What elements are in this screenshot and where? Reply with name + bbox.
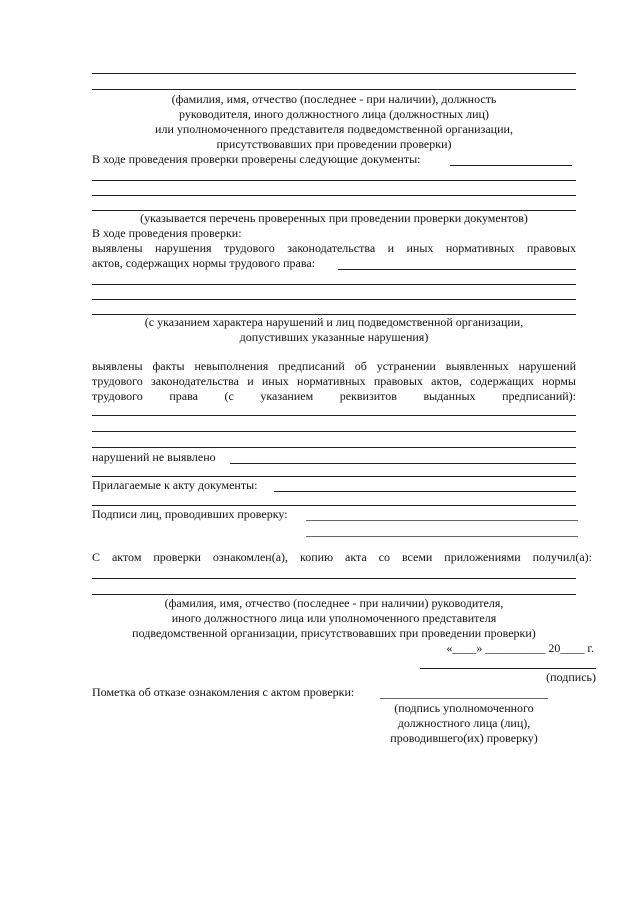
violations-caption-line: (с указанием характера нарушений и лиц подведомственной организации, <box>144 315 524 329</box>
attached-docs-label: Прилагаемые к акту документы: <box>92 478 258 492</box>
violations-text-line: актов, содержащих нормы трудового права: <box>92 256 316 270</box>
blank-line[interactable] <box>92 284 576 285</box>
during-check-label: В ходе проведения проверки: <box>92 226 242 240</box>
refusal-caption-line: (подпись уполномоченного <box>394 701 534 715</box>
inspector-signature-field[interactable] <box>306 520 578 521</box>
violations-field[interactable] <box>338 269 576 270</box>
signature-caption: (подпись) <box>546 670 596 684</box>
signature-field[interactable] <box>420 668 596 669</box>
violations-text-line: выявлены нарушения трудового законодательства и иных нормативных правовых <box>92 241 576 255</box>
blank-line[interactable] <box>92 447 576 448</box>
caption-head-line: руководителя, иного должностного лица (должностных лиц) <box>179 107 489 121</box>
docs-caption: (указывается перечень проверенных при проведении проверки документов) <box>140 211 528 225</box>
blank-line[interactable] <box>92 431 576 432</box>
refusal-caption-line: должностного лица (лиц), <box>397 716 531 730</box>
inspector-signature-field[interactable] <box>306 536 578 537</box>
caption-head-line: присутствовавших при проведении проверки) <box>216 137 452 151</box>
acquainted-caption-line: подведомственной организации, присутствовавших при проведении проверки) <box>132 626 536 640</box>
docs-checked-field[interactable] <box>450 165 572 166</box>
date-line[interactable]: «____» __________ 20____ г. <box>446 641 594 655</box>
refusal-label: Пометка об отказе ознакомления с актом проверки: <box>92 685 355 699</box>
blank-line[interactable] <box>92 578 576 579</box>
blank-line[interactable] <box>92 195 576 196</box>
no-violations-label: нарушений не выявлено <box>92 450 216 464</box>
blank-line[interactable] <box>92 299 576 300</box>
caption-head-line: или уполномоченного представителя подведомственной организации, <box>155 122 513 136</box>
orders-text-line: трудового законодательства и иных нормативных правовых актов, содержащих нормы <box>92 374 576 388</box>
acquainted-label: С актом проверки ознакомлен(а), копию акта со всеми приложениями получил(а): <box>92 550 592 564</box>
caption-head-line: (фамилия, имя, отчество (последнее - при наличии), должность <box>171 92 497 106</box>
attached-docs-field[interactable] <box>274 491 576 492</box>
blank-line[interactable] <box>92 594 576 595</box>
no-violations-field[interactable] <box>230 463 576 464</box>
violations-caption-line: допустивших указанные нарушения) <box>239 330 429 344</box>
blank-line[interactable] <box>92 89 576 90</box>
refusal-caption-line: проводившего(их) проверку) <box>390 731 538 745</box>
orders-text-line: трудового права (с указанием реквизитов выданных предписаний): <box>92 389 576 403</box>
docs-checked-label: В ходе проведения проверки проверены следующие документы: <box>92 152 421 166</box>
blank-line[interactable] <box>92 505 576 506</box>
refusal-signature-field[interactable] <box>380 698 548 699</box>
blank-line[interactable] <box>92 415 576 416</box>
blank-line[interactable] <box>92 73 576 74</box>
orders-text-line: выявлены факты невыполнения предписаний об устранении выявленных нарушений <box>92 359 576 373</box>
blank-line[interactable] <box>92 180 576 181</box>
acquainted-caption-line: (фамилия, имя, отчество (последнее - при наличии) руководителя, <box>164 596 504 610</box>
acquainted-caption-line: иного должностного лица или уполномоченного представителя <box>171 611 497 625</box>
blank-line[interactable] <box>92 476 576 477</box>
inspector-signatures-label: Подписи лиц, проводивших проверку: <box>92 507 288 521</box>
